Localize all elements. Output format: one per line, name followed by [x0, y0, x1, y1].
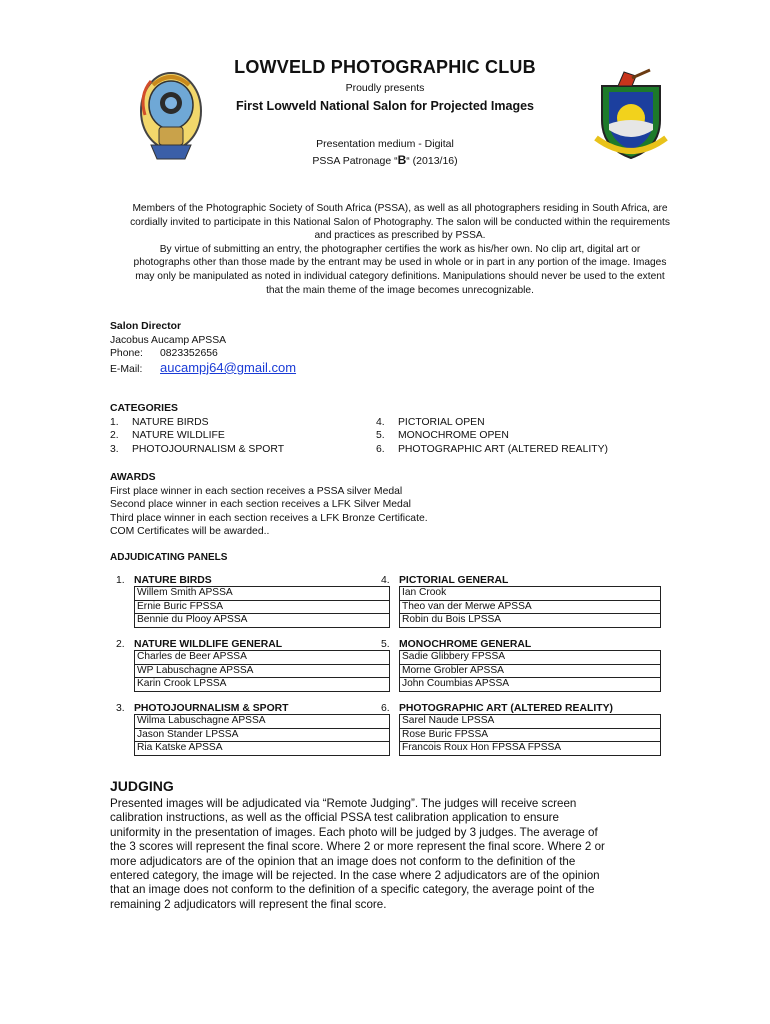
category-item: 4. PICTORIAL OPEN	[376, 416, 485, 428]
director-email	[110, 361, 296, 377]
patronage-grade: B	[397, 153, 407, 167]
judge-row: Ernie Buric FPSSA	[135, 601, 389, 615]
judge-row: Ria Katske APSSA	[137, 742, 223, 754]
awards-section	[110, 471, 428, 539]
panel-4: 4. PICTORIAL GENERAL Ian Crook Theo van der Merwe APSSA Robin du Bois LPSSA	[381, 575, 661, 628]
judge-row: Charles de Beer APSSA	[135, 651, 389, 665]
judge-row: Morne Grobler APSSA	[400, 665, 660, 679]
award-line: COM Certificates will be awarded..	[110, 526, 270, 538]
page-title: LOWVELD PHOTOGRAPHIC CLUB	[234, 57, 536, 77]
judge-row: Wilma Labuschagne APSSA	[135, 715, 389, 729]
salon-subtitle: First Lowveld National Salon for Projected Images	[236, 99, 534, 113]
judge-row: Ian Crook	[400, 587, 660, 601]
email-link[interactable]: aucampj64@gmail.com	[160, 359, 297, 375]
club-emblem-logo	[133, 65, 209, 165]
judges-table	[134, 586, 390, 628]
awards-heading: AWARDS	[110, 472, 156, 483]
patronage-line	[0, 153, 770, 167]
club-emblem-icon	[133, 65, 209, 165]
director-phone	[110, 347, 296, 361]
intro-text	[130, 202, 670, 297]
presentation-medium: Presentation medium - Digital	[316, 138, 454, 150]
judge-row: Karin Crook LPSSA	[137, 678, 227, 690]
judge-row: Rose Buric FPSSA	[400, 729, 660, 743]
award-line: Second place winner in each section receives a LFK Silver Medal	[110, 499, 411, 511]
category-item: 5. MONOCHROME OPEN	[376, 430, 509, 442]
category-item: 1. NATURE BIRDS	[110, 416, 209, 428]
judges-table	[134, 714, 390, 756]
panel-title: PHOTOGRAPHIC ART (ALTERED REALITY)	[399, 703, 613, 714]
award-line: Third place winner in each section receives a LFK Bronze Certificate.	[110, 512, 428, 524]
judge-row: Francois Roux Hon FPSSA FPSSA	[402, 742, 562, 754]
judge-row: Sarel Naude LPSSA	[400, 715, 660, 729]
judging-heading: JUDGING	[110, 778, 174, 794]
email-label: E-Mail:	[110, 363, 143, 375]
categories-left	[110, 416, 284, 457]
presents-text: Proudly presents	[345, 82, 425, 94]
judge-row: Theo van der Merwe APSSA	[400, 601, 660, 615]
judges-table	[134, 650, 390, 692]
judge-row: Robin du Bois LPSSA	[402, 614, 502, 626]
phone-label: Phone:	[110, 348, 143, 360]
panel-title: NATURE WILDLIFE GENERAL	[134, 639, 283, 650]
panel-title: PICTORIAL GENERAL	[399, 575, 509, 586]
panel-6: 6. PHOTOGRAPHIC ART (ALTERED REALITY) Sarel Naude LPSSA Rose Buric FPSSA Francois Roux Hon FPSSA FPSSA	[381, 703, 661, 756]
intro-paragraph: Members of the Photographic Society of South Africa (PSSA), as well as all photographers residing in South Africa, are cordially invited to participate in this National Salon of Photography. The salon will be conducted within the requirements and practices as prescribed by PSSA.	[130, 203, 670, 242]
category-item: 2. NATURE WILDLIFE	[110, 430, 225, 442]
panel-1: 1. NATURE BIRDS Willem Smith APSSA Ernie Buric FPSSA Bennie du Plooy APSSA	[116, 575, 390, 628]
panels-heading: ADJUDICATING PANELS	[110, 552, 228, 563]
patronage-prefix: PSSA Patronage “	[312, 155, 398, 167]
judging-text: Presented images will be adjudicated via “Remote Judging”. The judges will receive screen calibration instructions, as well as the official PSSA test calibration application to ensure uniformity in the presentation of images. Each photo will be judged by 3 judges. The average of the 3 scores will represent the final score. Where 2 or more represent the final score. Where 2 or more adjudicators are of the opinion that an image does not conform to the definition of the entered category, the image will be rejected. In the case where 2 adjudicators are of the opinion that an image does not conform to the definition of a specific category, the average point of the remaining 2 adjudicators will represent the final score.	[110, 797, 605, 911]
panel-5: 5. MONOCHROME GENERAL Sadie Glibbery FPSSA Morne Grobler APSSA John Coumbias APSSA	[381, 639, 661, 692]
judges-table	[399, 714, 661, 756]
intro-paragraph: By virtue of submitting an entry, the photographer certifies the work as his/her own. No clip art, digital art or photographs other than those made by the entrant may be used in whole or in part in any portion of the image. Images may only be manipulated as noted in individual category definitions. Manipulations should never be used to the extent that the main theme of the image becomes unrecognizable.	[133, 243, 667, 296]
award-line: First place winner in each section receives a PSSA silver Medal	[110, 485, 403, 497]
judge-row: WP Labuschagne APSSA	[135, 665, 389, 679]
category-item: 3. PHOTOJOURNALISM & SPORT	[110, 443, 285, 455]
panel-2: 2. NATURE WILDLIFE GENERAL Charles de Beer APSSA WP Labuschagne APSSA Karin Crook LPSSA	[116, 639, 390, 692]
panel-title: NATURE BIRDS	[134, 575, 212, 586]
judge-row: John Coumbias APSSA	[402, 678, 510, 690]
director-heading: Salon Director	[110, 321, 182, 332]
panel-title: PHOTOJOURNALISM & SPORT	[134, 703, 289, 714]
judges-table	[399, 650, 661, 692]
judges-table	[399, 586, 661, 628]
judge-row: Bennie du Plooy APSSA	[137, 614, 248, 626]
director-name: Jacobus Aucamp APSSA	[110, 334, 227, 346]
director-section	[110, 320, 296, 376]
categories-section	[110, 402, 670, 458]
categories-right	[376, 416, 608, 457]
judge-row: Sadie Glibbery FPSSA	[400, 651, 660, 665]
panel-title: MONOCHROME GENERAL	[399, 639, 532, 650]
phone-number: 0823352656	[160, 348, 218, 360]
category-item: 6. PHOTOGRAPHIC ART (ALTERED REALITY)	[376, 443, 608, 455]
judge-row: Jason Stander LPSSA	[135, 729, 389, 743]
patronage-suffix: “ (2013/16)	[406, 155, 458, 167]
judge-row: Willem Smith APSSA	[135, 587, 389, 601]
categories-heading: CATEGORIES	[110, 403, 178, 414]
panel-3: 3. PHOTOJOURNALISM & SPORT Wilma Labuschagne APSSA Jason Stander LPSSA Ria Katske APSSA	[116, 703, 390, 756]
